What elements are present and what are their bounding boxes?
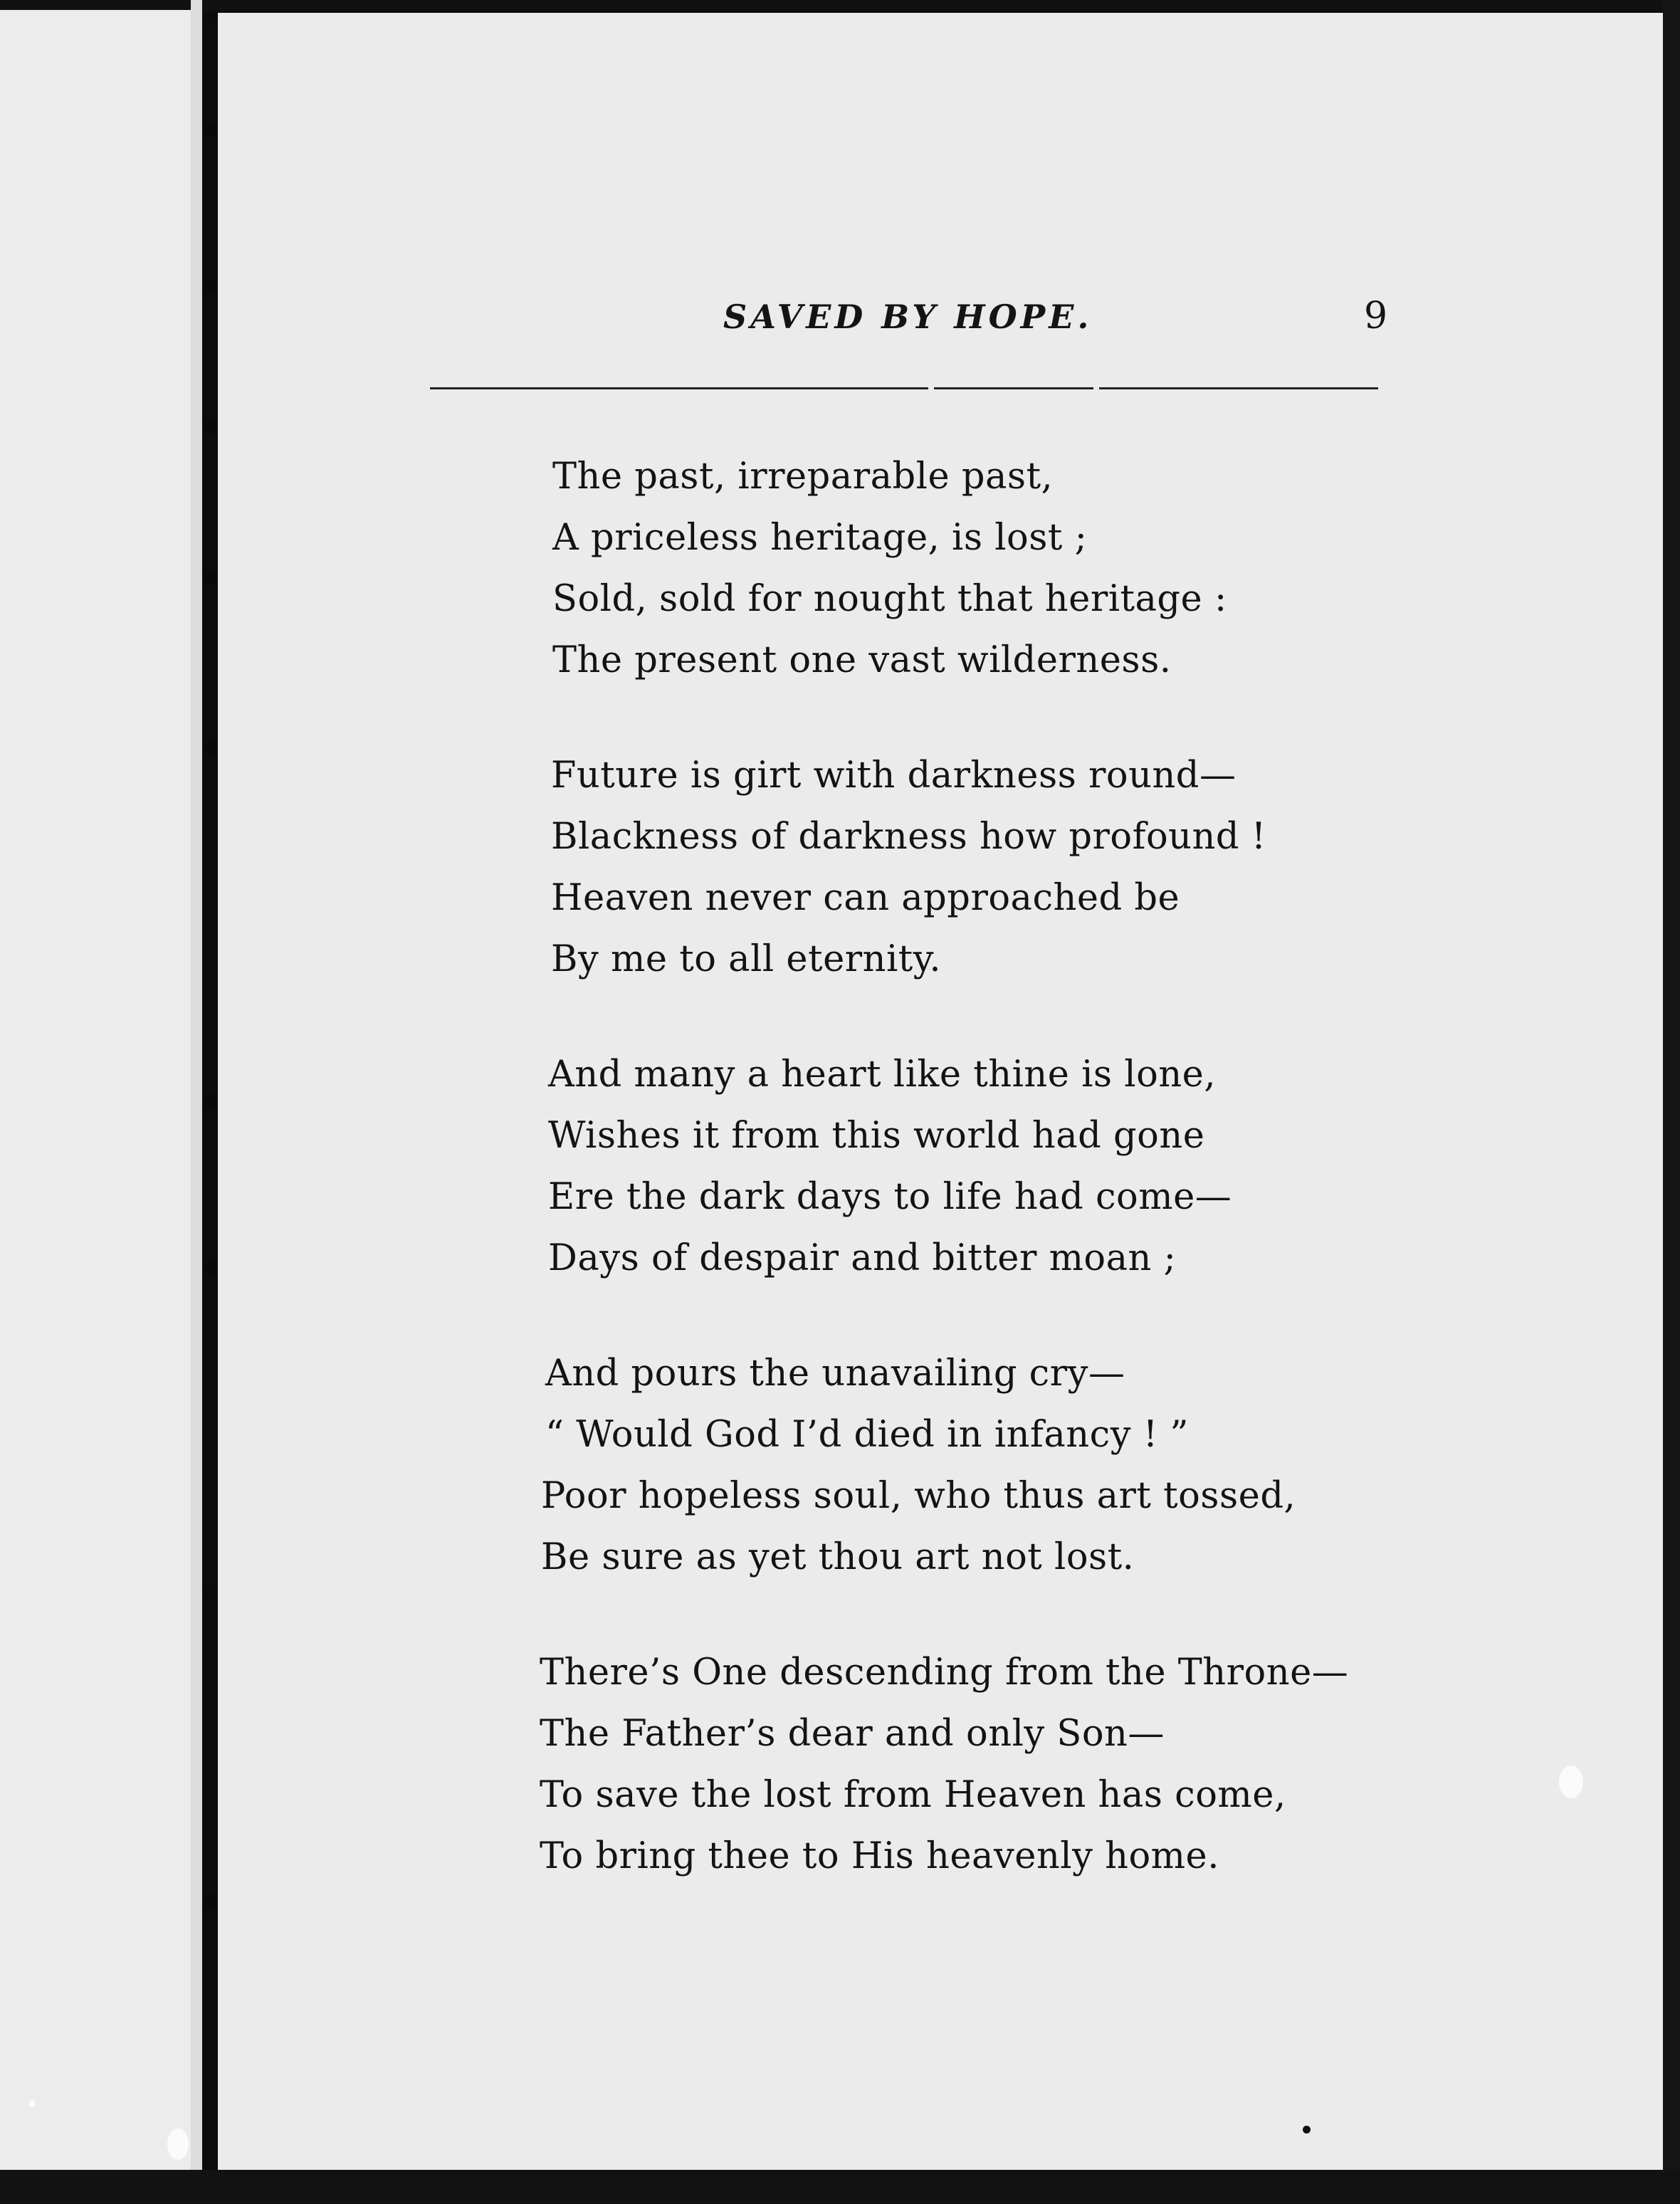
paper-blemish: [1559, 1765, 1583, 1798]
poem-line: Be sure as yet thou art not lost.: [541, 1536, 1135, 1578]
poem-line: The Father’s dear and only Son—: [540, 1713, 1165, 1755]
poem-line: Poor hopeless soul, who thus art tossed,: [541, 1475, 1296, 1517]
poem-line: Days of despair and bitter moan ;: [548, 1237, 1177, 1279]
ink-spot: [1303, 2126, 1311, 2134]
paper-blemish: [167, 2129, 189, 2160]
stitch-knot: [202, 1260, 218, 1276]
stitch-knot: [202, 1093, 218, 1109]
left-facing-page: [0, 10, 191, 2174]
poem-line: And many a heart like thine is lone,: [548, 1054, 1217, 1096]
poem-line: And pours the unavailing cry—: [545, 1353, 1125, 1395]
bottom-scan-edge: [0, 2170, 1680, 2204]
poem-line: Wishes it from this world had gone: [548, 1115, 1205, 1157]
header-rule: [934, 387, 1093, 389]
poem-line: Blackness of darkness how profound !: [551, 816, 1266, 858]
poem-line: Future is girt with darkness round—: [551, 755, 1237, 797]
poem-line: To bring thee to His heavenly home.: [540, 1835, 1219, 1877]
poem-line: A priceless heritage, is lost ;: [552, 517, 1088, 559]
stitch-knot: [202, 279, 218, 295]
stitch-knot: [202, 419, 218, 434]
poem-line: Heaven never can approached be: [551, 877, 1180, 919]
top-scan-edge: [0, 0, 1680, 11]
poem-line: Sold, sold for nought that heritage :: [552, 578, 1227, 620]
paper-blemish: [28, 2100, 36, 2107]
poem-line: The past, irreparable past,: [552, 456, 1054, 498]
poem-line: “ Would God I’d died in infancy ! ”: [545, 1414, 1189, 1456]
stitch-knot: [202, 1585, 218, 1600]
poem-line: To save the lost from Heaven has come,: [540, 1774, 1286, 1816]
header-rule: [1099, 387, 1378, 389]
page-number: 9: [1364, 295, 1388, 337]
stitch-knot: [202, 121, 218, 137]
poem-line: Ere the dark days to life had come—: [548, 1176, 1232, 1218]
poem-line: There’s One descending from the Throne—: [540, 1652, 1349, 1694]
stitch-knot: [202, 740, 218, 756]
poem-line: By me to all eternity.: [551, 938, 942, 980]
poem-line: The present one vast wilderness.: [552, 639, 1172, 681]
running-title: SAVED BY HOPE.: [723, 298, 1093, 336]
header-rule: [430, 387, 928, 389]
stitch-knot: [202, 570, 218, 585]
page-header: [427, 295, 1395, 355]
stitch-knot: [202, 1894, 218, 1909]
binding-gutter: [191, 0, 202, 2204]
right-scan-edge: [1663, 0, 1680, 2204]
